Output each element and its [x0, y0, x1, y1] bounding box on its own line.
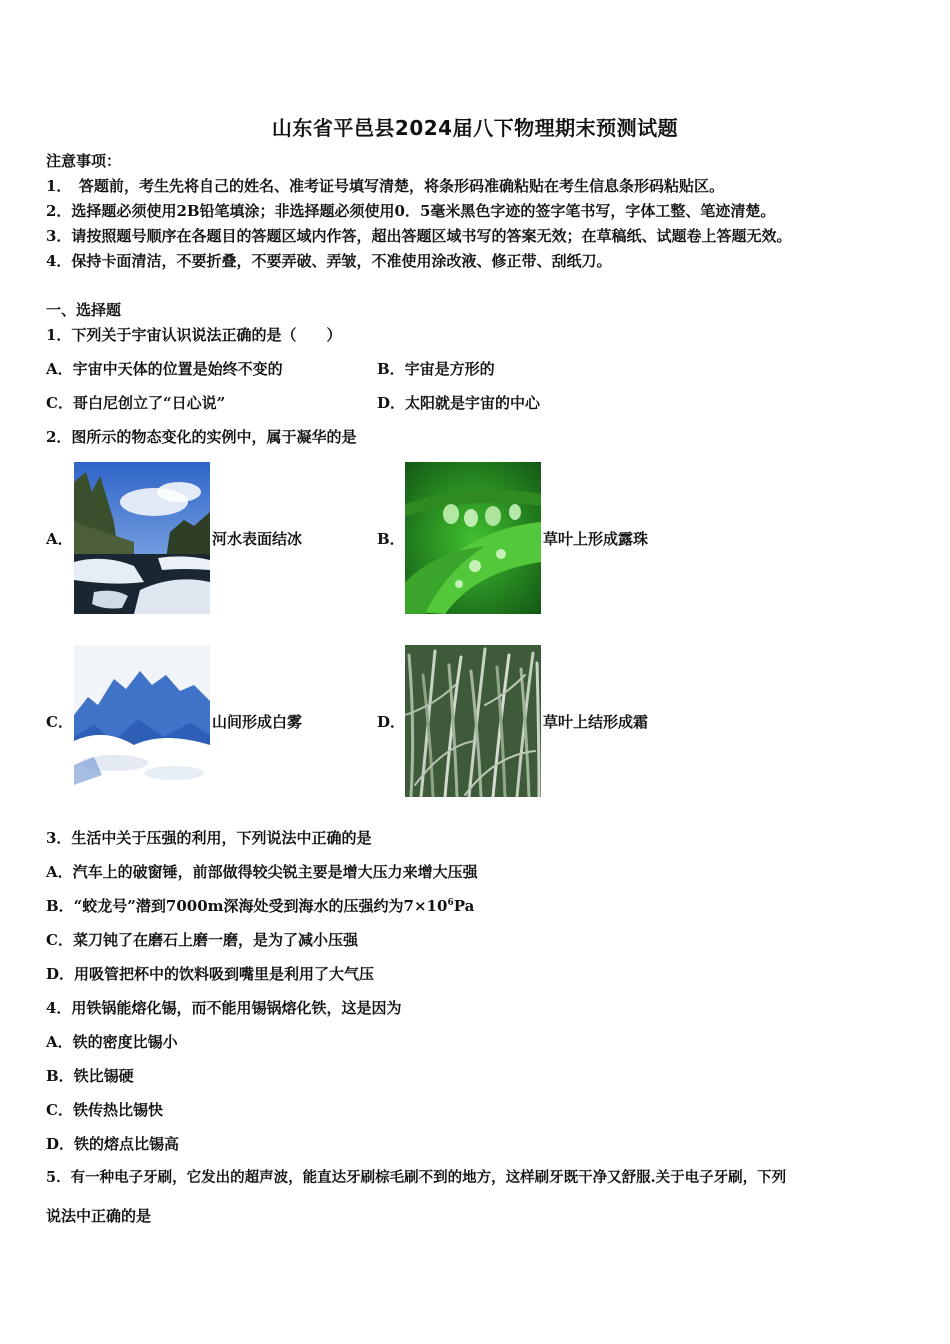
- q4-option-a: A．铁的密度比锡小: [46, 1033, 178, 1051]
- q1-option-a: A．宇宙中天体的位置是始终不变的: [46, 360, 283, 378]
- q3-option-d: D．用吸管把杯中的饮料吸到嘴里是利用了大气压: [46, 965, 375, 983]
- q2-option-a-letter: A．: [46, 529, 73, 548]
- river-ice-image: [74, 462, 210, 614]
- q3-option-b-unit: Pa: [453, 897, 475, 915]
- q1-stem: 1．下列关于宇宙认识说法正确的是（ ）: [46, 326, 342, 344]
- q5-stem-line-2: 说法中正确的是: [46, 1207, 152, 1225]
- q2-option-b-caption: 草叶上形成露珠: [543, 529, 649, 548]
- q5-stem-line-1: 5．有一种电子牙刷，它发出的超声波，能直达牙刷棕毛刷不到的地方，这样刷牙既干净又舒服.关于电子牙刷，下列: [46, 1169, 787, 1186]
- q3-option-b-text: B．“蛟龙号”潜到7000m深海处受到海水的压强约为7×10: [46, 897, 448, 915]
- notice-item-1: 1． 答题前，考生先将自己的姓名、准考证号填写清楚，将条形码准确粘贴在考生信息条形码粘贴区。: [46, 177, 724, 195]
- q4-option-c: C．铁传热比锡快: [46, 1101, 163, 1119]
- q2-option-b: [377, 462, 648, 614]
- q1-option-d: D．太阳就是宇宙的中心: [377, 394, 541, 412]
- notice-item-2: 2．选择题必须使用2B铅笔填涂；非选择题必须使用0．5毫米黑色字迹的签字笔书写，字体工整、笔迹清楚。: [46, 202, 776, 220]
- q3-option-a: A．汽车上的破窗锤，前部做得较尖锐主要是增大压力来增大压强: [46, 863, 478, 881]
- q2-stem: 2．图所示的物态变化的实例中，属于凝华的是: [46, 428, 357, 446]
- q3-option-b: [46, 896, 474, 916]
- q4-stem: 4．用铁锅能熔化锡，而不能用锡锅熔化铁，这是因为: [46, 999, 402, 1017]
- q1-option-b: B．宇宙是方形的: [377, 360, 495, 378]
- section-heading: 一、选择题: [46, 301, 122, 319]
- page-title: 山东省平邑县2024届八下物理期末预测试题: [271, 116, 679, 140]
- q2-option-d-caption: 草叶上结形成霜: [543, 712, 649, 731]
- q3-option-b-exponent: 6: [447, 898, 454, 908]
- notice-heading: 注意事项：: [46, 152, 122, 170]
- q4-option-d: D．铁的熔点比锡高: [46, 1135, 180, 1153]
- q2-option-c-caption: 山间形成白雾: [212, 712, 303, 731]
- q1-option-c: C．哥白尼创立了“日心说”: [46, 394, 226, 412]
- q4-option-b: B．铁比锡硬: [46, 1067, 134, 1085]
- notice-item-3: 3．请按照题号顺序在各题目的答题区域内作答，超出答题区域书写的答案无效；在草稿纸、试题卷上答题无效。: [46, 227, 792, 245]
- q2-option-a-caption: 河水表面结冰: [212, 529, 303, 548]
- q2-option-d: [377, 645, 648, 797]
- notice-item-4: 4．保持卡面清洁，不要折叠，不要弄破、弄皱，不准使用涂改液、修正带、刮纸刀。: [46, 252, 612, 270]
- q2-option-c-letter: C．: [46, 712, 73, 731]
- mountain-fog-image: [74, 645, 210, 797]
- q2-option-a: [46, 462, 302, 614]
- q3-stem: 3．生活中关于压强的利用，下列说法中正确的是: [46, 829, 372, 847]
- q2-option-b-letter: B．: [377, 529, 405, 548]
- frost-grass-image: [405, 645, 541, 797]
- q2-option-c: [46, 645, 302, 797]
- q2-option-d-letter: D．: [377, 712, 406, 731]
- dew-drops-image: [405, 462, 541, 614]
- q3-option-c: C．菜刀钝了在磨石上磨一磨，是为了减小压强: [46, 931, 358, 949]
